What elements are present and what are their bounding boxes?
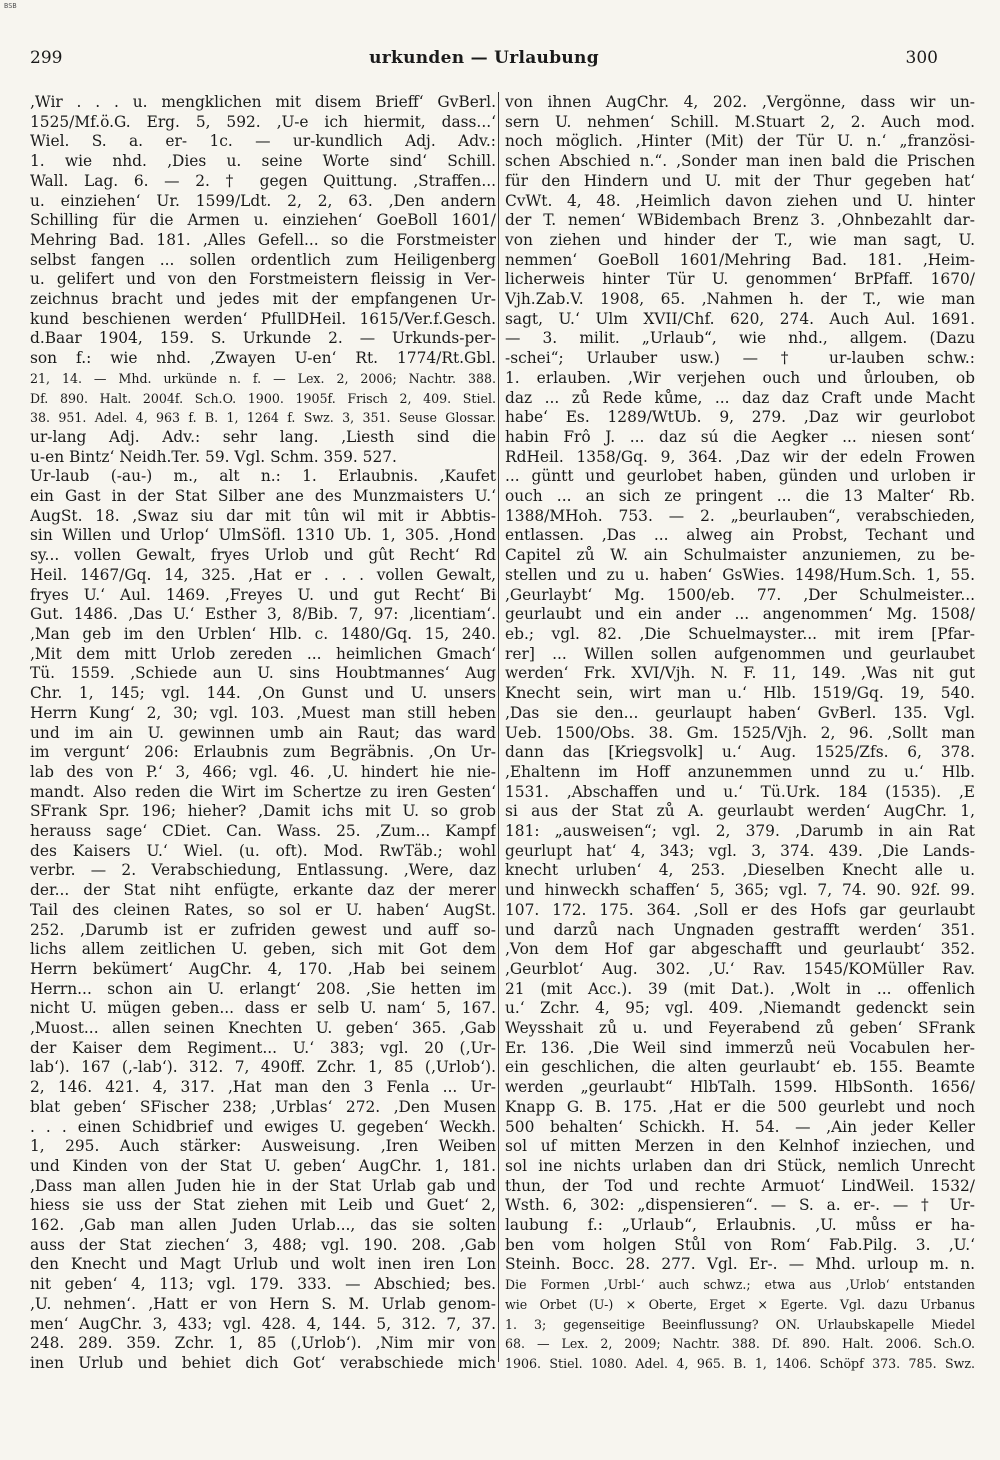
text-line: ‚Das sie den... geurlaupt haben‘ GvBerl. 135. Vgl. <box>505 703 975 722</box>
text-line: Herrn... schon ain U. erlangt‘ 208. ‚Sie hetten im <box>30 979 496 998</box>
text-line: u-en Bintz‘ Neidh.Ter. 59. Vgl. Schm. 359. 527. <box>30 447 397 466</box>
text-line: 1531. ‚Abschaffen und u.‘ Tü.Urk. 184 (1535). ‚E <box>505 782 975 801</box>
text-line: Wiel. S. a. er- 1c. — ur-kundlich Adj. Adv.: <box>30 132 496 151</box>
text-line: ‚Muost... allen seinen Knechten U. geben‘ 365. ‚Gab <box>30 1019 496 1038</box>
text-line: kund beschienen werden‘ PfullDHeil. 1615/Ver.f.Gesch. <box>30 309 496 328</box>
text-line: schen Abschied n.“. ‚Sonder man inen bald die Prischen <box>505 152 975 171</box>
text-line: herauss sage‘ CDiet. Can. Wass. 25. ‚Zum... Kampf <box>30 822 496 841</box>
text-line: wie Orbet (U-) × Oberte, Erget × Egerte. Vgl. dazu Urbanus <box>505 1296 975 1312</box>
text-line: u.‘ Zchr. 4, 95; vgl. 409. ‚Niemandt gedenckt sein <box>505 999 975 1018</box>
text-line: habe‘ Es. 1289/WtUb. 9, 279. ‚Daz wir geurlobot <box>505 408 975 427</box>
text-line: lab‘). 167 (‚-lab‘). 312. 7, 490ff. Zchr. 1, 85 (‚Urlob‘). <box>30 1058 496 1077</box>
text-line: hiess sie uss der Stat ziehen mit Leib und Guet‘ 2, <box>30 1196 496 1215</box>
text-line: thun, der Tod und rechte Armuot‘ LindWeil. 1532/ <box>505 1176 975 1195</box>
text-line: Gut. 1486. ‚Das U.‘ Esther 3, 8/Bib. 7, 97: ‚licentiam‘. <box>30 605 496 624</box>
text-line: im vergunt‘ 206: Erlaubnis zum Begräbnis. ‚On Ur- <box>30 743 496 762</box>
text-line: der T. nemen‘ WBidembach Brenz 3. ‚Ohnbezahlt dar- <box>505 211 975 230</box>
text-line: Tü. 1559. ‚Schiede aun U. sins Houbtmannes‘ Aug <box>30 664 496 683</box>
text-line: für den Hindern und U. mit der Thur gegeben hat‘ <box>505 171 975 190</box>
text-line: 38. 951. Adel. 4, 963 f. B. 1, 1264 f. Swz. 3, 351. Seuse Glossar. <box>30 410 496 426</box>
text-line: CvWt. 4, 48. ‚Heimlich davon ziehen und U. hinter <box>505 191 975 210</box>
text-line: 162. ‚Gab man allen Juden Urlab..., das sie solten <box>30 1216 496 1235</box>
text-line: und darzů nach Ungnaden gestrafft werden‘ 351. <box>505 920 975 939</box>
text-line: SFrank Spr. 196; hieher? ‚Damit ichs mit U. so grob <box>30 802 496 821</box>
text-line: Wsth. 6, 302: „dispensieren“. — S. a. er-. — † Ur- <box>505 1196 975 1215</box>
text-line: entlassen. ‚Das ... alweg ain Probst, Techant und <box>505 526 975 545</box>
text-line: ‚U. nehmen‘. ‚Hatt er von Hern S. M. Urlab genom- <box>30 1294 496 1313</box>
text-line: sin Willen und Urlop‘ UlmSöfl. 1310 Ub. 1, 305. ‚Hond <box>30 526 496 545</box>
text-line: blat geben‘ SFischer 238; ‚Urblas‘ 272. ‚Den Musen <box>30 1097 496 1116</box>
text-line: RdHeil. 1358/Gq. 9, 364. ‚Daz wir der edeln Frowen <box>505 447 975 466</box>
text-line: sol ine nichts urlaben dan dri Stück, nemlich Unrecht <box>505 1156 975 1175</box>
text-line: ... güntt und geurlobet haben, günden und urloben ir <box>505 467 975 486</box>
text-line: . . . einen Schidbrief und ewiges U. gegeben‘ Weckh. <box>30 1117 496 1136</box>
text-line: u. einziehen‘ Ur. 1599/Ldt. 2, 2, 63. ‚Den andern <box>30 191 496 210</box>
text-line: d.Baar 1904, 159. S. Urkunde 2. — Urkunds-per- <box>30 329 496 348</box>
text-line: Steinh. Bocc. 28. 277. Vgl. Er-. — Mhd. urloup m. n. <box>505 1255 975 1274</box>
text-line: mandt. Also reden die Wirt im Schertze zu iren Gesten‘ <box>30 782 496 801</box>
text-line: ‚Geurlaybt‘ Mg. 1500/eb. 77. ‚Der Schulmeister... <box>505 585 975 604</box>
text-line: — 3. milit. „Urlaub“, wie nhd., allgem. (Dazu <box>505 329 975 348</box>
text-line: ‚Mit dem mitt Urlob zereden ... heimlichen Gmach‘ <box>30 644 496 663</box>
text-line: ur-lang Adj. Adv.: sehr lang. ‚Liesth sind die <box>30 427 496 446</box>
text-line: der Kaiser dem Regiment... U.‘ 383; vgl. 20 (‚Ur- <box>30 1038 496 1057</box>
text-line: werden „geurlaubt“ HlbTalh. 1599. HlbSonth. 1656/ <box>505 1078 975 1097</box>
text-line: 1525/Mf.ö.G. Erg. 5, 592. ‚U-e ich hiermit, dass...‘ <box>30 112 496 131</box>
text-line: nemmen‘ GoeBoll 1601/Mehring Bad. 181. ‚Heim- <box>505 250 975 269</box>
text-line: sagt, U.‘ Ulm XVII/Chf. 620, 274. Auch Aul. 1691. <box>505 309 975 328</box>
column-divider <box>498 92 499 1362</box>
text-line: ‚Geurblot‘ Aug. 302. ‚U.‘ Rav. 1545/KOMüller Rav. <box>505 959 975 978</box>
text-line: 1388/MHoh. 753. — 2. „beurlauben“, verabschieden, <box>505 506 975 525</box>
text-line: inen Urlub und behiet dich Got‘ verabschiede mich <box>30 1354 496 1372</box>
left-column <box>30 93 496 1374</box>
text-line: stellen und zu u. haben‘ GsWies. 1498/Hum.Sch. 1, 55. <box>505 565 975 584</box>
text-line: von ihnen AugChr. 4, 202. ‚Vergönne, dass wir un- <box>505 93 975 111</box>
text-line: selbst fangen ... sollen ordentlich zum Heiligenberg <box>30 250 496 269</box>
text-line: werden‘ Frk. XVI/Vjh. N. F. 11, 149. ‚Was nit gut <box>505 664 975 683</box>
text-line: men‘ AugChr. 3, 433; vgl. 428. 4, 144. 5, 312. 7, 37. <box>30 1314 496 1333</box>
text-line: 1. 3; gegenseitige Beeinflussung? ON. Urlaubskapelle Miedel <box>505 1316 975 1332</box>
text-line: ein Gast in der Stat Silber ane des Munzmaisters U.‘ <box>30 487 496 506</box>
text-line: Herrn Kung‘ 2, 30; vgl. 103. ‚Muest man still heben <box>30 703 496 722</box>
library-stamp: BSB <box>4 2 17 10</box>
page-number-left: 299 <box>30 48 63 68</box>
text-line: Ueb. 1500/Obs. 38. Gm. 1525/Vjh. 2, 96. ‚Sollt man <box>505 723 975 742</box>
text-line: der... der Stat niht enfügte, erkante daz der merer <box>30 881 496 900</box>
text-line: Capitel zů W. ain Schulmaister anzuniemen, zu be- <box>505 546 975 565</box>
text-line: auss der Stat ziechen‘ 3, 488; vgl. 190. 208. ‚Gab <box>30 1235 496 1254</box>
text-line: eb.; vgl. 82. ‚Die Schuelmayster... mit irem [Pfar- <box>505 624 975 643</box>
text-line: Chr. 1, 145; vgl. 144. ‚On Gunst und U. unsers <box>30 684 496 703</box>
text-line: ein geschlichen, die alten geurlaubt‘ eb. 155. Beamte <box>505 1058 975 1077</box>
text-line: ben vom holgen Stůl von Rom‘ Fab.Pilg. 3. ‚U.‘ <box>505 1235 975 1254</box>
text-line: verbr. — 2. Verabschiedung, Entlassung. ‚Were, daz <box>30 861 496 880</box>
text-line: und hinweckh schaffen‘ 5, 365; vgl. 7, 74. 90. 92f. 99. <box>505 881 975 900</box>
text-line: -schei“; Urlauber usw.) — † ur-lauben schw.: <box>505 349 975 368</box>
text-line: Die Formen ‚Urbl-‘ auch schwz.; etwa aus ‚Urlob‘ entstanden <box>505 1277 975 1293</box>
running-header <box>30 48 938 74</box>
text-line: Er. 136. ‚Die Weil sind immerzů neü Vocabulen her- <box>505 1038 975 1057</box>
text-line: zeichnus bracht und jedes mit der empfangenen Ur- <box>30 290 496 309</box>
text-line: 2, 146. 421. 4, 317. ‚Hat man den 3 Fenla ... Ur- <box>30 1078 496 1097</box>
text-line: 107. 172. 175. 364. ‚Soll er des Hofs gar geurlaubt <box>505 900 975 919</box>
text-line: daz ... zů Rede kůme, ... daz daz Craft unde Macht <box>505 388 975 407</box>
running-title: urkunden — Urlaubung <box>369 48 599 68</box>
text-line: geurlupt hat‘ 4, 343; vgl. 3, 374. 439. ‚Die Lands- <box>505 841 975 860</box>
text-line: den Knecht und Magt Urlub und wolt inen iren Lon <box>30 1255 496 1274</box>
text-line: rer] ... Willen sollen aufgenommen und geurlaubet <box>505 644 975 663</box>
text-line: sern U. nehmen‘ Schill. M.Stuart 2, 2. Auch mod. <box>505 112 975 131</box>
text-line: von ziehen und hinder der T., wie man sagt, U. <box>505 230 975 249</box>
text-line: lichs allem zeitlichen U. geben, sich mit Got dem <box>30 940 496 959</box>
right-column <box>505 93 975 1374</box>
text-line: u. gelifert und von den Forstmeistern fleissig in Ver- <box>30 270 496 289</box>
text-line: 1906. Stiel. 1080. Adel. 4, 965. B. 1, 1406. Schöpf 373. 785. Swz. <box>505 1356 975 1371</box>
text-line: 252. ‚Darumb ist er zufriden gewest und auff so- <box>30 920 496 939</box>
text-line: Tail des cleinen Rates, so sol er U. haben‘ AugSt. <box>30 900 496 919</box>
text-line: und Kinden von der Stat U. geben‘ AugChr. 1, 181. <box>30 1156 496 1175</box>
text-line: knecht urluben‘ 4, 253. ‚Dieselben Knecht alle u. <box>505 861 975 880</box>
text-line: 1. wie nhd. ‚Dies u. seine Worte sind‘ Schill. <box>30 152 496 171</box>
text-line: Mehring Bad. 181. ‚Alles Gefell... so die Forstmeister <box>30 230 496 249</box>
text-line: dann das [Kriegsvolk] u.‘ Aug. 1525/Zfs. 6, 378. <box>505 743 975 762</box>
text-line: Ur-laub (-au-) m., alt n.: 1. Erlaubnis. ‚Kaufet <box>30 467 496 486</box>
text-line: 248. 289. 359. Zchr. 1, 85 (‚Urlob‘). ‚Nim mir von <box>30 1334 496 1353</box>
text-line: laubung f.: „Urlaub“, Erlaubnis. ‚U. můss er ha- <box>505 1216 975 1235</box>
text-line: Knecht sein, wirt man u.‘ Hlb. 1519/Gq. 19, 540. <box>505 684 975 703</box>
text-line: ‚Von dem Hof gar abgeschafft und geurlaubt‘ 352. <box>505 940 975 959</box>
text-line: si aus der Stat zů A. geurlaubt werden‘ AugChr. 1, <box>505 802 975 821</box>
text-line: ‚Wir . . . u. mengklichen mit disem Brieff‘ GvBerl. <box>30 93 496 111</box>
text-line: Knapp G. B. 175. ‚Hat er die 500 geurlebt und noch <box>505 1097 975 1116</box>
text-line: sy... vollen Gewalt, fryes Urlob und gût Recht‘ Rd <box>30 546 496 565</box>
text-line: 21 (mit Acc.). 39 (mit Dat.). ‚Wolt in ... offenlich <box>505 979 975 998</box>
text-line: habin Frô J. ... daz sú die Aegker ... niesen sont‘ <box>505 427 975 446</box>
text-line: sol uf mitten Merzen in den Kelnhof inziechen, und <box>505 1137 975 1156</box>
text-line: Schilling für die Armen u. einziehen‘ GoeBoll 1601/ <box>30 211 496 230</box>
text-line: Vjh.Zab.V. 1908, 65. ‚Nahmen h. der T., wie man <box>505 290 975 309</box>
text-line: 500 behalten‘ Schickh. H. 54. — ‚Ain jeder Keller <box>505 1117 975 1136</box>
text-line: ‚Dass man allen Juden hie in der Stat Urlab gab und <box>30 1176 496 1195</box>
text-line: Df. 890. Halt. 2004f. Sch.O. 1900. 1905f. Frisch 2, 409. Stiel. <box>30 390 496 406</box>
text-line: 1. erlauben. ‚Wir verjehen ouch und ůrlouben, ob <box>505 368 975 387</box>
page-number-right: 300 <box>905 48 938 68</box>
text-line: Wall. Lag. 6. — 2. † gegen Quittung. ‚Straffen... <box>30 171 496 190</box>
text-line: geurlaubt und ein ander ... angenommen‘ Mg. 1508/ <box>505 605 975 624</box>
text-line: nicht U. mügen geben... dass er selb U. nam‘ 5, 167. <box>30 999 496 1018</box>
text-line: noch möglich. ‚Hinter (Mit) der Tür U. n.‘ „französi- <box>505 132 975 151</box>
text-line: 181: „ausweisen“; vgl. 2, 379. ‚Darumb in ain Rat <box>505 822 975 841</box>
text-line: nit geben‘ 4, 113; vgl. 179. 333. — Abschied; bes. <box>30 1275 496 1294</box>
text-line: Weysshait zů u. und Feyerabend zů geben‘ SFrank <box>505 1019 975 1038</box>
text-line: AugSt. 18. ‚Swaz siu dar mit tûn wil mit ir Abbtis- <box>30 506 496 525</box>
text-line: son f.: wie nhd. ‚Zwayen U-en‘ Rt. 1774/Rt.Gbl. <box>30 349 496 368</box>
text-line: und im ain U. gewinnen umb ain Raut; das ward <box>30 723 496 742</box>
text-line: fryes U.‘ Aul. 1469. ‚Freyes U. und gut Recht‘ Bi <box>30 585 496 604</box>
text-line: ‚Ehaltenn im Hoff anzunemmen unnd zu u.‘ Hlb. <box>505 762 975 781</box>
text-line: Herrn bekümert‘ AugChr. 4, 170. ‚Hab bei seinem <box>30 959 496 978</box>
text-line: des Kaisers U.‘ Wiel. (u. oft). Mod. RwTäb.; wohl <box>30 841 496 860</box>
text-line: ouch ... an sich ze pringent ... die 13 Malter‘ Rb. <box>505 487 975 506</box>
text-line: licherweis hinter Tür U. genommen‘ BrPfaff. 1670/ <box>505 270 975 289</box>
text-line: ‚Man geb im den Urblen‘ Hlb. c. 1480/Gq. 15, 240. <box>30 624 496 643</box>
text-line: 1, 295. Auch stärker: Ausweisung. ‚Iren Weiben <box>30 1137 496 1156</box>
text-line: lab des von P.‘ 3, 466; vgl. 46. ‚U. hindert hie nie- <box>30 762 496 781</box>
text-line: 21, 14. — Mhd. urkünde n. f. — Lex. 2, 2006; Nachtr. 388. <box>30 370 496 386</box>
text-line: Heil. 1467/Gq. 14, 325. ‚Hat er . . . vollen Gewalt, <box>30 565 496 584</box>
text-line: 68. — Lex. 2, 2009; Nachtr. 388. Df. 890. Halt. 2006. Sch.O. <box>505 1336 975 1352</box>
